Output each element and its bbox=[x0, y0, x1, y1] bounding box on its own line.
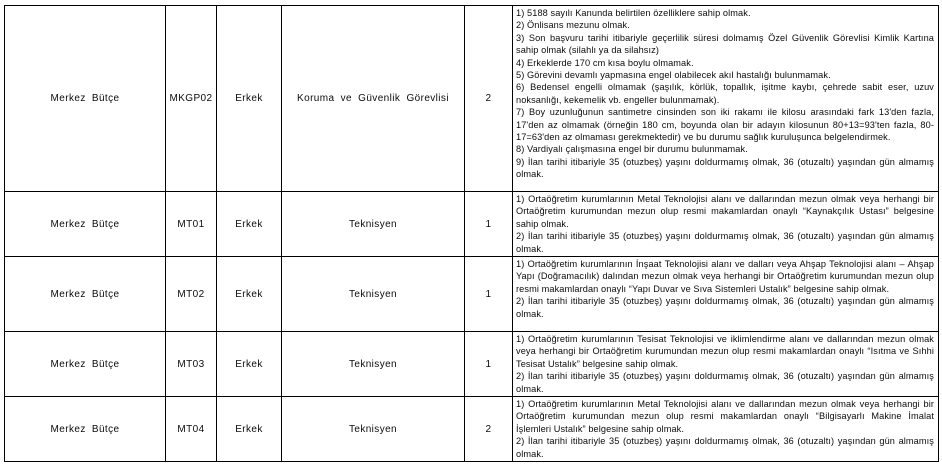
requirement-item: 4) Erkeklerde 170 cm kısa boylu olmamak. bbox=[516, 57, 694, 68]
gender-cell: Erkek bbox=[217, 397, 282, 462]
code-cell: MT03 bbox=[166, 332, 217, 397]
requirements-cell bbox=[513, 6, 939, 192]
requirement-item: 2) İlan tarihi itibariyle 35 (otuzbeş) yaşını doldurmamış olmak, 36 (otuzaltı) yaşından gün almamış olmak. bbox=[516, 231, 934, 254]
requirements-cell bbox=[513, 192, 939, 257]
table-row bbox=[5, 257, 939, 332]
count-cell: 2 bbox=[465, 397, 513, 462]
count-cell: 1 bbox=[465, 192, 513, 257]
requirement-item: 2) İlan tarihi itibariyle 35 (otuzbeş) yaşını doldurmamış olmak, 36 (otuzaltı) yaşından gün almamış olmak. bbox=[516, 371, 934, 394]
position-cell: Teknisyen bbox=[282, 257, 465, 332]
requirement-item: 5) Görevini devamlı yapmasına engel olabilecek akıl hastalığı bulunmamak. bbox=[516, 70, 831, 81]
gender-cell: Erkek bbox=[217, 6, 282, 192]
requirements-cell bbox=[513, 332, 939, 397]
requirement-item: 2) Önlisans mezunu olmak. bbox=[516, 20, 630, 31]
requirement-item: 1) Ortaöğretim kurumlarının İnşaat Teknolojisi alanı ve dalları veya Ahşap Teknolojisi alanı – Ahşap Yapı (Doğramacılık) dalından mezun olmak veya herhangi bir Ortaöğretim kurumundan mezun olup resmi makamlardan onaylı “Yapı Duvar ve Sıva Sistemleri Ustalık” belgesine sahip olmak. bbox=[516, 259, 934, 294]
count-cell: 1 bbox=[465, 332, 513, 397]
requirement-item: 9) İlan tarihi itibariyle 35 (otuzbeş) yaşını doldurmamış olmak, 36 (otuzaltı) yaşından gün almamış olmak. bbox=[516, 156, 934, 180]
table-row bbox=[5, 192, 939, 257]
requirement-item: 6) Bedensel engelli olmamak (şaşılık, körlük, topallık, işitme kaybı, çehrede sabit eser, uzuv noksanlığı, kekemelik vb. engeller bulunmamak). bbox=[516, 82, 934, 105]
table-row bbox=[5, 397, 939, 462]
table-row bbox=[5, 6, 939, 192]
count-cell: 1 bbox=[465, 257, 513, 332]
position-cell: Teknisyen bbox=[282, 332, 465, 397]
requirements-cell bbox=[513, 257, 939, 332]
code-cell: MT01 bbox=[166, 192, 217, 257]
job-postings-table bbox=[4, 5, 939, 462]
budget-cell: Merkez Bütçe bbox=[5, 332, 166, 397]
requirement-item: 1) Ortaöğretim kurumlarının Metal Teknolojisi alanı ve dallarından mezun olmak veya herhangi bir Ortaöğretim kurumundan mezun olup resmi makamlardan onaylı “Kaynakçılık Ustası” belgesine sahip olmak. bbox=[516, 194, 934, 229]
position-cell: Teknisyen bbox=[282, 192, 465, 257]
position-cell: Koruma ve Güvenlik Görevlisi bbox=[282, 6, 465, 192]
budget-cell: Merkez Bütçe bbox=[5, 397, 166, 462]
table-row bbox=[5, 332, 939, 397]
gender-cell: Erkek bbox=[217, 257, 282, 332]
gender-cell: Erkek bbox=[217, 332, 282, 397]
gender-cell: Erkek bbox=[217, 192, 282, 257]
requirement-item: 7) Boy uzunluğunun santimetre cinsinden son iki rakamı ile kilosu arasındaki fark 13'den fazla, 17'den az olmamak (örneğin 180 cm, boyunda olan bir adayın kilosunun 80+13=93'ten fazla, 80-17=63'den az olmaması gerekmektedir) ve bu durumu sağlık kuruluşunca belgelendirmek. bbox=[516, 107, 934, 143]
budget-cell: Merkez Bütçe bbox=[5, 192, 166, 257]
requirement-item: 1) 5188 sayılı Kanunda belirtilen özelliklere sahip olmak. bbox=[516, 8, 751, 18]
budget-cell: Merkez Bütçe bbox=[5, 257, 166, 332]
position-cell: Teknisyen bbox=[282, 397, 465, 462]
code-cell: MT04 bbox=[166, 397, 217, 462]
requirement-item: 1) Ortaöğretim kurumlarının Tesisat Teknolojisi ve iklimlendirme alanı ve dallarından mezun olmak veya herhangi bir Ortaöğretim kurumundan mezun olup resmi makamlardan onaylı “Isıtma ve Sıhhi Tesisat Ustalık” belgesine sahip olmak. bbox=[516, 334, 934, 369]
requirement-item: 8) Vardiyalı çalışmasına engel bir durumu bulunmamak. bbox=[516, 144, 748, 155]
requirements-cell bbox=[513, 397, 939, 462]
requirement-item: 2) İlan tarihi itibariyle 35 (otuzbeş) yaşını doldurmamış olmak, 36 (otuzaltı) yaşından gün almamış olmak. bbox=[516, 296, 934, 319]
page bbox=[0, 5, 942, 464]
requirement-item: 3) Son başvuru tarihi itibariyle geçerlilik süresi dolmamış Özel Güvenlik Görevlisi Kimlik Kartına sahip olmak (silahlı ya da silahsız) bbox=[516, 32, 934, 56]
count-cell: 2 bbox=[465, 6, 513, 192]
code-cell: MT02 bbox=[166, 257, 217, 332]
requirement-item: 2) İlan tarihi itibariyle 35 (otuzbeş) yaşını doldurmamış olmak, 36 (otuzaltı) yaşından gün almamış olmak. bbox=[516, 436, 934, 459]
requirement-item: 1) Ortaöğretim kurumlarının Metal Teknolojisi alanı ve dallarından mezun olmak veya herhangi bir Ortaöğretim kurumundan mezun olup resmi makamlardan onaylı “Bilgisayarlı Makine İmalat İşlemleri Ustalık” belgesine sahip olmak. bbox=[516, 399, 934, 434]
code-cell: MKGP02 bbox=[166, 6, 217, 192]
table-body bbox=[5, 6, 939, 462]
budget-cell: Merkez Bütçe bbox=[5, 6, 166, 192]
